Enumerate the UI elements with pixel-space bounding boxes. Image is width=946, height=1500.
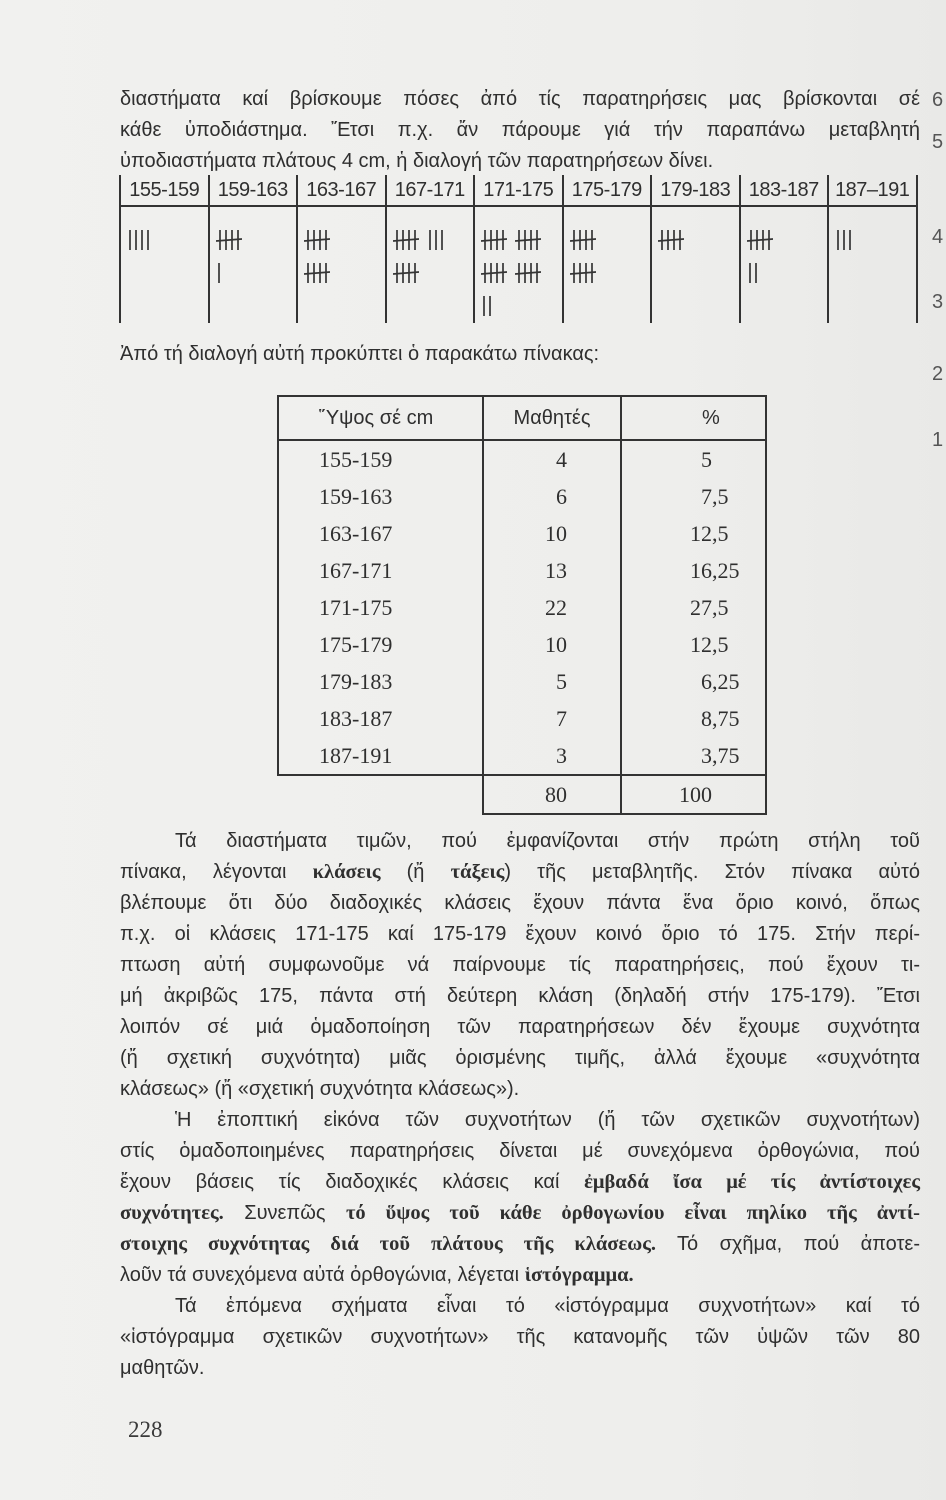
text-run: μή ἀκριβῶς 175, πάντα στή δεύτερη κλάση (δηλαδή στήν 175-179). Ἔτσι xyxy=(120,985,920,1007)
class-interval-header: 187–191 xyxy=(829,175,916,207)
text-run: κλάσεως» (ἤ «σχετική συχνότητα κλάσεως»). xyxy=(120,1078,520,1100)
tally-five-group-icon xyxy=(393,262,419,284)
tally-five-group-icon xyxy=(481,262,507,284)
body-text xyxy=(120,826,920,1384)
table-row xyxy=(278,440,766,478)
student-count: 5 xyxy=(483,663,621,700)
edge-mark: 2 xyxy=(932,363,944,385)
percent-value: 7,5 xyxy=(621,478,766,515)
tally-strokes-icon xyxy=(216,262,222,284)
class-interval: 187-191 xyxy=(278,737,483,775)
text-run: Τά ἑπόμενα σχήματα εἶναι τό «ἱστόγραμμα συχνοτήτων» καί τό xyxy=(175,1295,920,1317)
text-line xyxy=(120,950,920,981)
text-line: κάθε ὑποδιάστημα. Ἔτσι π.χ. ἄν πάρουμε γιά τήν παραπάνω μεταβλητή xyxy=(120,119,920,141)
percent-header: % xyxy=(621,396,766,440)
tally-row xyxy=(747,223,828,256)
student-count: 10 xyxy=(483,626,621,663)
text-line xyxy=(120,888,920,919)
tally-row xyxy=(658,223,739,256)
class-interval: 183-187 xyxy=(278,700,483,737)
student-count: 4 xyxy=(483,440,621,478)
table-total-row xyxy=(278,775,766,814)
intro-paragraph xyxy=(120,84,920,177)
student-count: 13 xyxy=(483,552,621,589)
class-interval-header: 155-159 xyxy=(121,175,208,207)
text-run: ἔχουν βάσεις τίς διαδοχικές κλάσεις καί xyxy=(120,1171,585,1193)
text-line xyxy=(120,1322,920,1353)
text-line xyxy=(120,1074,920,1105)
table-row xyxy=(278,737,766,775)
class-interval-header: 175-179 xyxy=(564,175,651,207)
table-row xyxy=(278,515,766,552)
tally-row xyxy=(570,223,651,256)
height-header: Ὕψος σέ cm xyxy=(278,396,483,440)
text-line: ὑποδιαστήματα πλάτους 4 cm, ἡ διαλογή τῶν παρατηρήσεων δίνει. xyxy=(120,150,714,172)
text-line xyxy=(120,1043,920,1074)
class-interval: 175-179 xyxy=(278,626,483,663)
tally-strokes-icon xyxy=(481,295,493,317)
table-row xyxy=(278,663,766,700)
tally-five-group-icon xyxy=(481,229,507,251)
text-line xyxy=(120,857,920,888)
tally-cell xyxy=(298,207,385,289)
frequency-table xyxy=(277,395,767,815)
tally-row xyxy=(393,223,474,256)
percent-value: 12,5 xyxy=(621,515,766,552)
tally-table xyxy=(119,175,918,323)
emphasized-term: συχνότητες. xyxy=(120,1202,224,1224)
table-body xyxy=(278,440,766,775)
text-line xyxy=(120,1167,920,1198)
percent-value: 12,5 xyxy=(621,626,766,663)
text-line xyxy=(120,1260,920,1291)
tally-cell xyxy=(564,207,651,289)
edge-mark: 4 xyxy=(932,226,944,248)
class-interval: 171-175 xyxy=(278,589,483,626)
text-run: Ἡ ἐποπτική εἰκόνα τῶν συχνοτήτων (ἤ τῶν σχετικῶν συχνοτήτων) xyxy=(175,1109,920,1131)
tally-five-group-icon xyxy=(304,262,330,284)
total-percent: 100 xyxy=(621,775,766,814)
emphasized-term: ἐμβαδά ἴσα μέ τίς ἀντίστοιχες xyxy=(584,1171,920,1193)
text-line xyxy=(120,1198,920,1229)
percent-value: 8,75 xyxy=(621,700,766,737)
tally-row xyxy=(216,256,297,289)
tally-strokes-icon xyxy=(427,229,445,251)
tally-five-group-icon xyxy=(747,229,773,251)
student-count: 22 xyxy=(483,589,621,626)
tally-strokes-icon xyxy=(747,262,759,284)
class-interval: 163-167 xyxy=(278,515,483,552)
table-row xyxy=(278,626,766,663)
edge-mark: 3 xyxy=(932,291,944,313)
tally-column xyxy=(652,175,741,323)
text-run: ) τῆς μεταβλητῆς. Στόν πίνακα αὐτό xyxy=(504,861,920,883)
tally-row xyxy=(127,223,208,256)
text-run: στίς ὁμαδοποιημένες παρατηρήσεις δίνεται μέ συνεχόμενα ὀρθογώνια, πού xyxy=(120,1140,920,1162)
text-run: πίνακα, λέγονται xyxy=(120,861,313,883)
tally-cell xyxy=(387,207,474,289)
text-line xyxy=(120,1353,920,1384)
text-line xyxy=(120,981,920,1012)
tally-row xyxy=(393,256,474,289)
tally-strokes-icon xyxy=(127,229,151,251)
text-line xyxy=(120,826,920,857)
text-run: πτωση αὐτή συμφωνοῦμε νά παίρνουμε τίς παρατηρήσεις, πού ἔχουν τι- xyxy=(120,954,920,976)
percent-value: 3,75 xyxy=(621,737,766,775)
text-run: (ἤ σχετική συχνότητα) μιᾶς ὁρισμένης τιμῆς, ἀλλά ἔχουμε «συχνότητα xyxy=(120,1047,920,1069)
facing-page-edge xyxy=(932,0,946,1500)
class-interval-header: 171-175 xyxy=(475,175,562,207)
page-number: 228 xyxy=(128,1417,163,1442)
tally-cell xyxy=(829,207,916,256)
tally-row xyxy=(481,223,562,256)
class-interval: 167-171 xyxy=(278,552,483,589)
tally-five-group-icon xyxy=(570,262,596,284)
class-interval-header: 163-167 xyxy=(298,175,385,207)
tally-row xyxy=(304,256,385,289)
text-run: λοιπόν σέ μιά ὁμαδοποίηση τῶν παρατηρήσεων δέν ἔχουμε συχνότητα xyxy=(120,1016,920,1038)
student-count: 10 xyxy=(483,515,621,552)
tally-row xyxy=(835,223,916,256)
tally-five-group-icon xyxy=(216,229,242,251)
class-interval-header: 167-171 xyxy=(387,175,474,207)
tally-column xyxy=(387,175,476,323)
text-run: «ἱστόγραμμα σχετικῶν συχνοτήτων» τῆς κατανομῆς τῶν ὑψῶν τῶν 80 xyxy=(120,1326,920,1348)
text-run: π.χ. οἱ κλάσεις 171-175 καί 175-179 ἔχουν κοινό ὅριο τό 175. Στήν περί- xyxy=(120,923,920,945)
text-line xyxy=(120,1136,920,1167)
emphasized-term: κλάσεις xyxy=(312,861,381,883)
text-line: διαστήματα καί βρίσκουμε πόσες ἀπό τίς παρατηρήσεις μας βρίσκονται σέ xyxy=(120,88,920,110)
percent-value: 5 xyxy=(621,440,766,478)
edge-mark: 6 xyxy=(932,89,944,111)
tally-row xyxy=(481,256,562,289)
class-interval-header: 179-183 xyxy=(652,175,739,207)
tally-row xyxy=(304,223,385,256)
text-line xyxy=(120,1105,920,1136)
tally-five-group-icon xyxy=(658,229,684,251)
tally-column xyxy=(829,175,918,323)
class-interval: 155-159 xyxy=(278,440,483,478)
table-row xyxy=(278,478,766,515)
tally-five-group-icon xyxy=(515,229,541,251)
class-interval-header: 159-163 xyxy=(210,175,297,207)
table-caption xyxy=(120,339,920,370)
tally-row xyxy=(481,289,562,322)
tally-cell xyxy=(121,207,208,256)
tally-cell xyxy=(475,207,562,322)
text-line xyxy=(120,1012,920,1043)
tally-column xyxy=(121,175,210,323)
text-run: (ἤ xyxy=(380,861,451,883)
text-run: μαθητῶν. xyxy=(120,1357,205,1379)
percent-value: 27,5 xyxy=(621,589,766,626)
total-empty-cell xyxy=(278,775,483,814)
edge-mark: 5 xyxy=(932,131,944,153)
text-line xyxy=(120,1229,920,1260)
table-header-row xyxy=(278,396,766,440)
tally-five-group-icon xyxy=(570,229,596,251)
student-count: 6 xyxy=(483,478,621,515)
emphasized-term: τάξεις xyxy=(450,861,505,883)
total-students: 80 xyxy=(483,775,621,814)
tally-column xyxy=(475,175,564,323)
text-run: λοῦν τά συνεχόμενα αὐτά ὀρθογώνια, λέγεται xyxy=(120,1264,525,1286)
text-line xyxy=(120,919,920,950)
student-count: 3 xyxy=(483,737,621,775)
edge-mark: 1 xyxy=(932,429,944,451)
class-interval: 159-163 xyxy=(278,478,483,515)
emphasized-term: στοιχης συχνότητας διά τοῦ πλάτους τῆς κλάσεως. xyxy=(120,1233,656,1255)
tally-column xyxy=(741,175,830,323)
emphasized-term: ἱστόγραμμα. xyxy=(524,1264,634,1286)
tally-five-group-icon xyxy=(515,262,541,284)
tally-row xyxy=(747,256,828,289)
text-run: Τό σχῆμα, πού ἀποτε- xyxy=(655,1233,920,1255)
tally-cell xyxy=(652,207,739,256)
table-row xyxy=(278,700,766,737)
percent-value: 6,25 xyxy=(621,663,766,700)
tally-strokes-icon xyxy=(835,229,853,251)
text-line xyxy=(120,1291,920,1322)
tally-column xyxy=(298,175,387,323)
tally-cell xyxy=(210,207,297,289)
student-count: 7 xyxy=(483,700,621,737)
text-run: βλέπουμε ὅτι δύο διαδοχικές κλάσεις ἔχουν πάντα ἕνα ὅριο κοινό, ὅπως xyxy=(120,892,920,914)
class-interval-header: 183-187 xyxy=(741,175,828,207)
tally-row xyxy=(570,256,651,289)
tally-column xyxy=(210,175,299,323)
tally-column xyxy=(564,175,653,323)
tally-row xyxy=(216,223,297,256)
table-row xyxy=(278,552,766,589)
tally-five-group-icon xyxy=(304,229,330,251)
emphasized-term: τό ὕψος τοῦ κάθε ὀρθογωνίου εἶναι πηλίκο τῆς ἀντί- xyxy=(345,1202,921,1224)
percent-value: 16,25 xyxy=(621,552,766,589)
students-header: Μαθητές xyxy=(483,396,621,440)
text-run: Τά διαστήματα τιμῶν, πού ἐμφανίζονται στήν πρώτη στήλη τοῦ xyxy=(175,830,920,852)
text-run: Συνεπῶς xyxy=(223,1202,346,1224)
class-interval: 179-183 xyxy=(278,663,483,700)
table-row xyxy=(278,589,766,626)
text-line: Ἀπό τή διαλογή αὐτή προκύπτει ὁ παρακάτω πίνακας: xyxy=(120,343,600,365)
tally-five-group-icon xyxy=(393,229,419,251)
tally-cell xyxy=(741,207,828,289)
